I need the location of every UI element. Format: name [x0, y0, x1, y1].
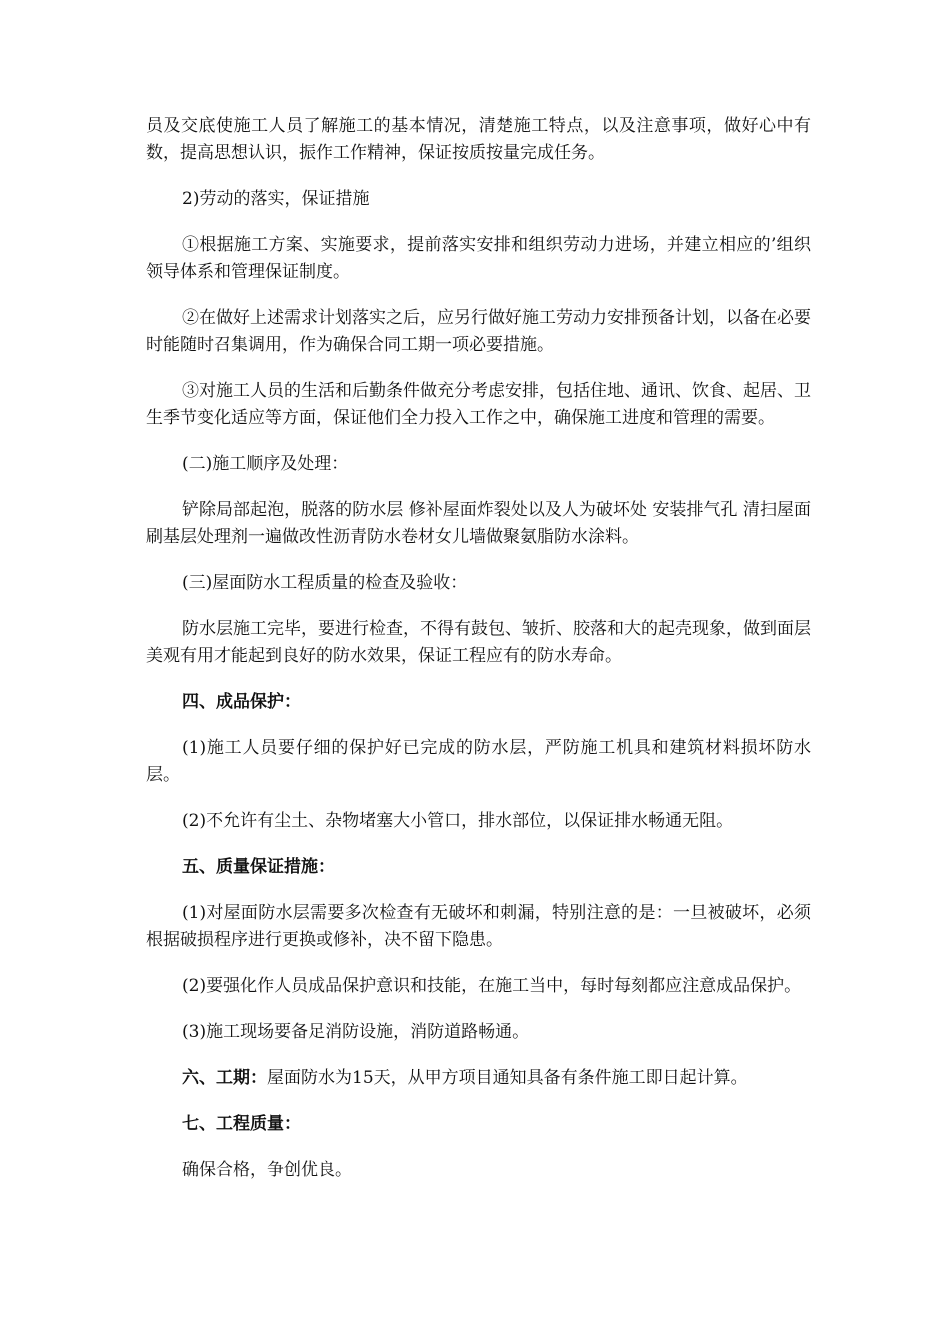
paragraph-item-1: ①根据施工方案、实施要求，提前落实安排和组织劳动力进场，并建立相应的’组织领导体系和管理保证制度。 — [146, 235, 811, 282]
schedule-body: 屋面防水为15天，从甲方项目通知具备有条件施工即日起计算。 — [267, 1068, 748, 1088]
paragraph-inspection-body: 防水层施工完毕，要进行检查，不得有鼓包、皱折、胶落和大的起壳现象，做到面层美观有用才能起到良好的防水效果，保证工程应有的防水寿命。 — [146, 619, 811, 666]
section-heading-engineering-quality: 七、工程质量： — [182, 1114, 301, 1134]
paragraph-quality-2: (2)要强化作人员成品保护意识和技能，在施工当中，每时每刻都应注意成品保护。 — [182, 976, 802, 996]
section-heading-schedule: 六、工期： — [182, 1068, 267, 1088]
paragraph-protection-2: (2)不允许有尘土、杂物堵塞大小管口，排水部位，以保证排水畅通无阻。 — [182, 811, 734, 831]
paragraph-continuation: 员及交底使施工人员了解施工的基本情况，清楚施工特点，以及注意事项，做好心中有数，提高思想认识，振作工作精神，保证按质按量完成任务。 — [146, 116, 811, 163]
section-heading-quality-measures: 五、质量保证措施： — [182, 857, 335, 877]
paragraph-quality-3: (3)施工现场要备足消防设施，消防道路畅通。 — [182, 1022, 530, 1042]
paragraph-protection-1: (1)施工人员要仔细的保护好已完成的防水层，严防施工机具和建筑材料损坏防水层。 — [146, 738, 811, 785]
paragraph-sequence-heading: (二)施工顺序及处理： — [182, 454, 349, 474]
paragraph-quality-goal: 确保合格，争创优良。 — [182, 1160, 352, 1180]
paragraph-inspection-heading: (三)屋面防水工程质量的检查及验收： — [182, 573, 468, 593]
section-heading-product-protection: 四、成品保护： — [182, 692, 301, 712]
paragraph-schedule — [146, 1065, 811, 1092]
paragraph-item-3: ③对施工人员的生活和后勤条件做充分考虑安排，包括住地、通讯、饮食、起居、卫生季节变化适应等方面，保证他们全力投入工作之中，确保施工进度和管理的需要。 — [146, 381, 811, 428]
paragraph-item-2: ②在做好上述需求计划落实之后，应另行做好施工劳动力安排预备计划，以备在必要时能随时召集调用，作为确保合同工期一项必要措施。 — [146, 308, 811, 355]
paragraph-labor-heading: 2)劳动的落实，保证措施 — [182, 189, 370, 209]
paragraph-quality-1: (1)对屋面防水层需要多次检查有无破坏和刺漏，特别注意的是：一旦被破坏，必须根据破损程序进行更换或修补，决不留下隐患。 — [146, 903, 811, 950]
paragraph-sequence-body: 铲除局部起泡，脱落的防水层 修补屋面炸裂处以及人为破坏处 安装排气孔 清扫屋面 刷基层处理剂一遍做改性沥青防水卷材女儿墙做聚氨脂防水涂料。 — [146, 500, 811, 547]
document-body — [146, 113, 811, 1203]
